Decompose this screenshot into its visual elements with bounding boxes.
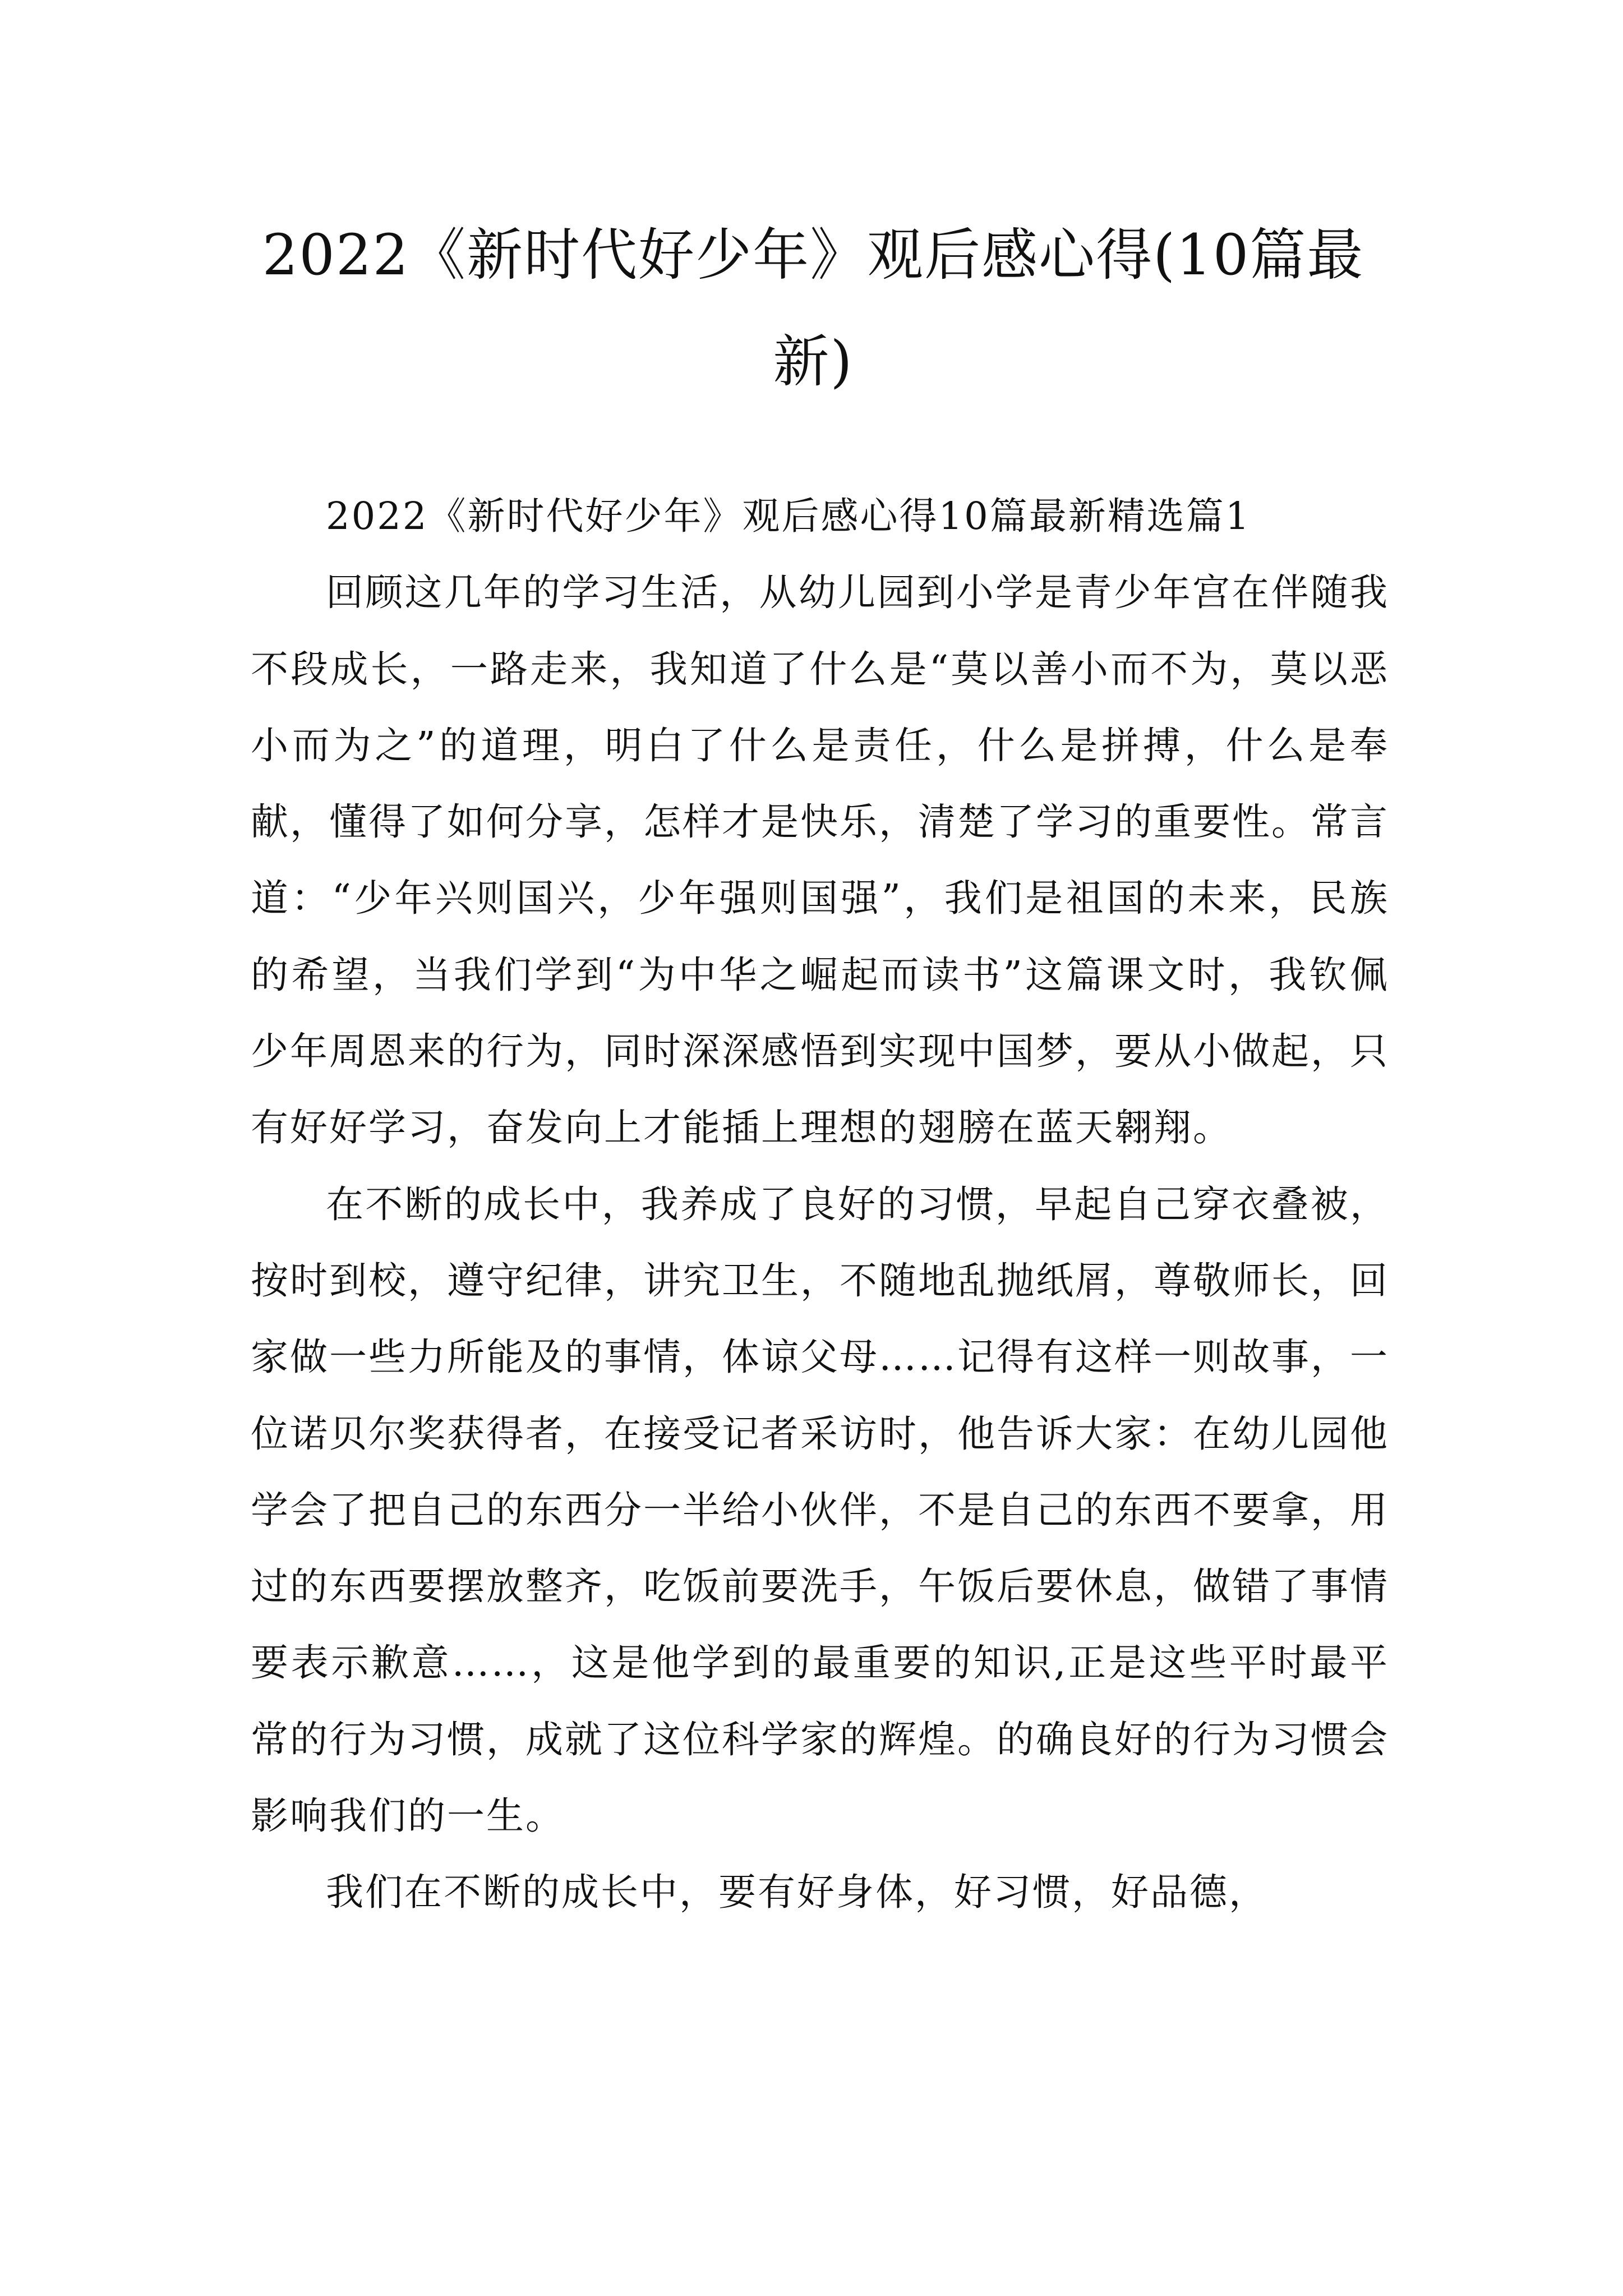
section-heading: 2022《新时代好少年》观后感心得10篇最新精选篇1 [326, 494, 1251, 538]
document-title: 2022《新时代好少年》观后感心得(10篇最新) [262, 222, 1364, 394]
paragraph: 在不断的成长中，我养成了良好的习惯，早起自己穿衣叠被，按时到校，遵守纪律，讲究卫生，不随地乱抛纸屑，尊敬师长，回家做一些力所能及的事情，体谅父母……记得有这样一则故事，一位诺贝尔奖获得者，在接受记者采访时，他告诉大家：在幼儿园他学会了把自己的东西分一半给小伙伴，不是自己的东西不要拿，用过的东西要摆放整齐，吃饭前要洗手，午饭后要休息，做错了事情要表示歉意……，这是他学到的最重要的知识,正是这些平时最平常的行为习惯，成就了这位科学家的辉煌。的确良好的行为习惯会影响我们的一生。 [251, 1182, 1389, 1838]
paragraph: 我们在不断的成长中，要有好身体，好习惯，好品德， [326, 1870, 1268, 1915]
paragraph: 回顾这几年的学习生活，从幼儿园到小学是青少年宫在伴随我不段成长，一路走来，我知道了什么是“莫以善小而不为，莫以恶小而为之”的道理，明白了什么是责任，什么是拼搏，什么是奉献，懂得了如何分享，怎样才是快乐，清楚了学习的重要性。常言道：“少年兴则国兴，少年强则国强”，我们是祖国的未来，民族的希望，当我们学到“为中华之崛起而读书”这篇课文时，我钦佩少年周恩来的行为，同时深深感悟到实现中国梦，要从小做起，只有好好学习，奋发向上才能插上理想的翅膀在蓝天翱翔。 [251, 570, 1389, 1150]
document-body [251, 478, 1389, 1931]
